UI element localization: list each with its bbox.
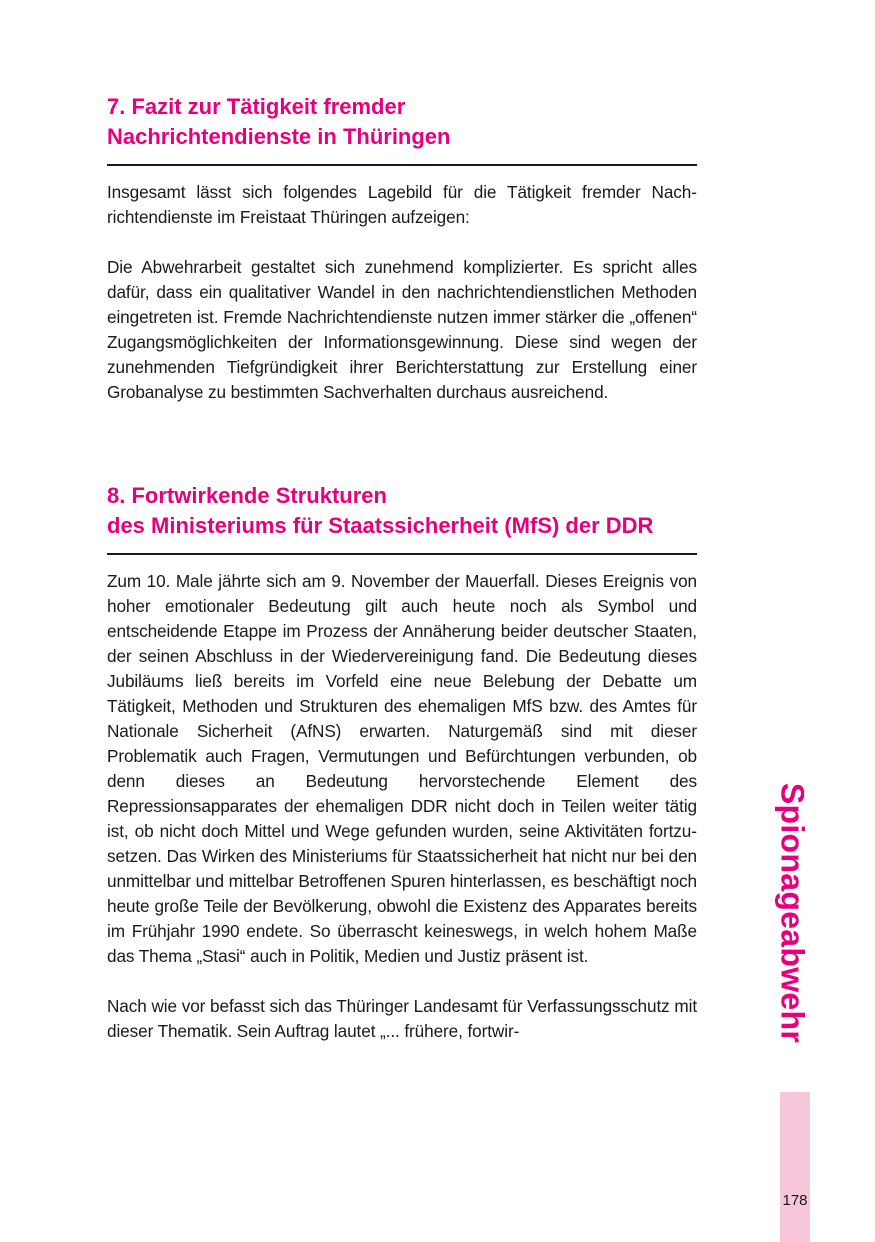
section-7-heading-line-1: 7. Fazit zur Tätigkeit fremder [107,94,406,119]
section-7-paragraph-2: Die Abwehrarbeit gestaltet sich zunehmend komplizierter. Es spricht alles dafür, dass ein qualitativer Wandel in den nachrichtendienstlichen Methoden eingetreten ist. Fremde Nachrichtendienste nutzen immer stärker die „offenen“ Zugangsmöglichkeiten der Informationsgewinnung. Diese sind wegen der zunehmenden Tiefgründigkeit ihrer Berichterstattung zur Erstellung einer Grobanalyse zu bestimmten Sachverhalten durchaus ausreichend. [107,257,697,402]
chapter-side-tab [772,778,812,1048]
page-content [107,92,697,1044]
section-7-heading-line-2: Nachrichtendienste in Thüringen [107,124,451,149]
section-7 [107,92,697,405]
section-8-heading-line-2: des Ministeriums für Staatssicherheit (MfS) der DDR [107,513,654,538]
section-8-paragraph-1: Zum 10. Male jährte sich am 9. November der Mauerfall. Dieses Ereignis von hoher emotionaler Bedeutung gilt auch heute noch als Symbol und entscheidende Etappe im Prozess der Annäherung beider deutscher Staaten, der seinen Abschluss in der Wiedervereinigung fand. Die Bedeutung dieses Jubiläums ließ bereits im Vorfeld eine neue Belebung der Debatte um Tätigkeit, Methoden und Strukturen des ehemaligen MfS bzw. des Amtes für Nationale Sicherheit (AfNS) erwarten. Naturgemäß sind mit dieser Problematik auch Fragen, Vermutungen und Befürchtungen verbunden, ob denn dieses an Bedeutung hervorstechende Element des Repressionsapparates der ehemaligen DDR nicht doch in Teilen weiter tätig ist, ob nicht doch Mittel und Wege gefunden wurden, seine Aktivitäten fortzusetzen. Das Wirken des Ministeriums für Staatssicherheit hat nicht nur bei den unmittelbar und mittelbar Betroffenen Spuren hinterlassen, es beschäftigt noch heute große Teile der Bevölkerung, obwohl die Existenz des Apparates bereits im Frühjahr 1990 endete. So überrascht keineswegs, in welch hohem Maße das Thema „Stasi“ auch in Politik, Medien und Justiz präsent ist. [107,571,697,966]
chapter-side-tab-label: Spionageabwehr [774,782,811,1044]
page-number-tab [780,1092,810,1242]
page-number: 178 [782,1192,808,1209]
section-7-paragraph-1: Insgesamt lässt sich folgendes Lagebild für die Tätigkeit fremder Nachrichtendienste im Freistaat Thüringen aufzeigen: [107,182,697,227]
section-8-heading [107,481,697,541]
section-7-divider [107,164,697,166]
section-8-divider [107,553,697,555]
section-8 [107,481,697,1044]
section-7-heading [107,92,697,152]
section-8-heading-line-1: 8. Fortwirkende Strukturen [107,483,387,508]
section-8-paragraph-2: Nach wie vor befasst sich das Thüringer Landesamt für Verfassungsschutz mit dieser Thematik. Sein Auftrag lautet „... frühere, fortwir- [107,996,697,1041]
